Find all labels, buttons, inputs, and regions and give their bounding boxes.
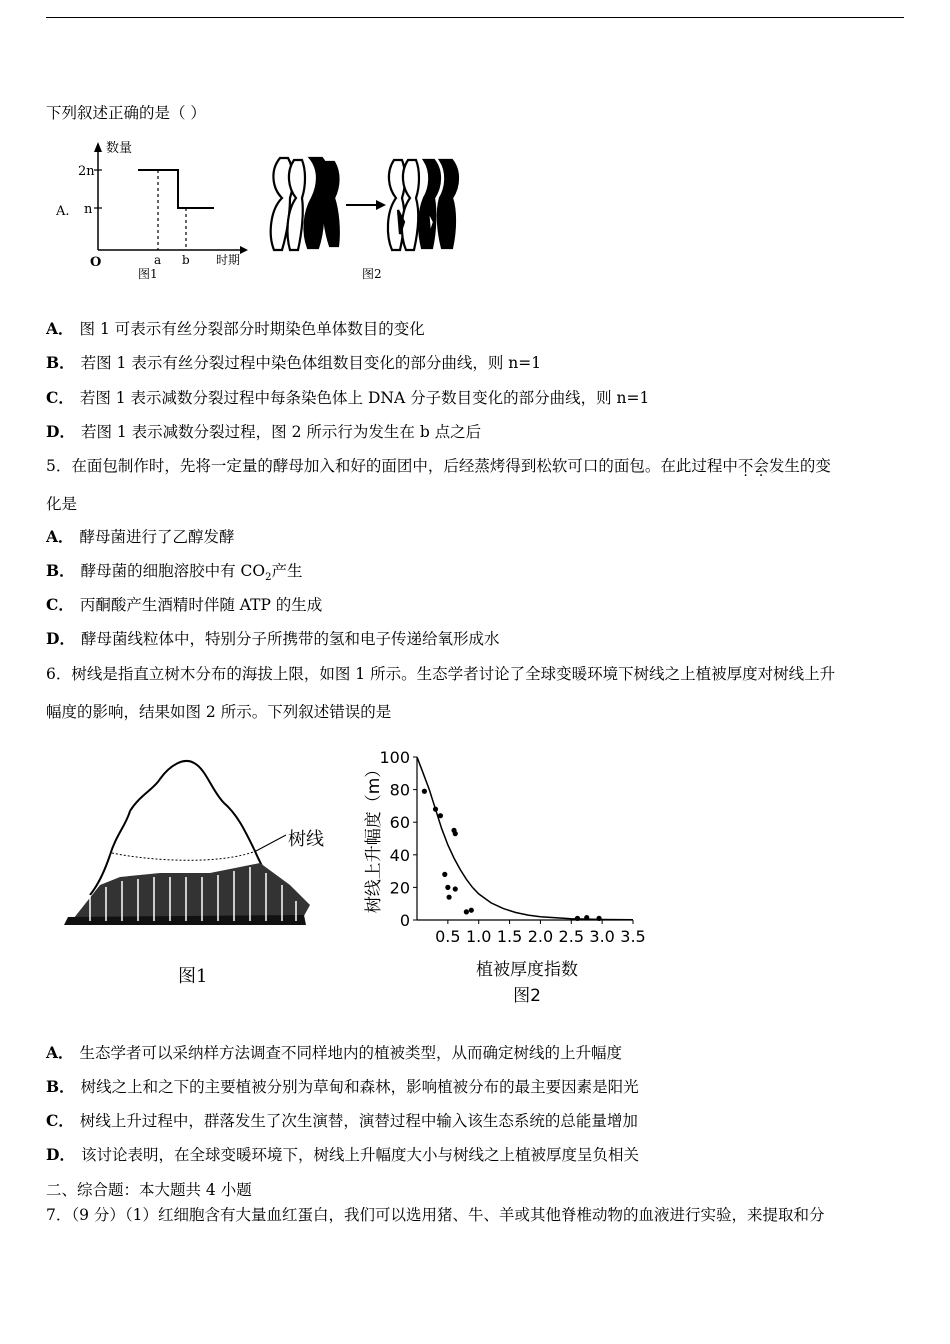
option-text: 丙酮酸产生酒精时伴随 ATP 的生成	[79, 596, 323, 614]
data-point	[453, 831, 458, 836]
q4-option-b	[46, 353, 541, 373]
data-point	[464, 909, 469, 914]
option-text: 若图 1 表示减数分裂过程，图 2 所示行为发生在 b 点之后	[80, 423, 482, 441]
q6-option-c	[46, 1111, 638, 1131]
option-key: C．	[46, 388, 74, 407]
q4-option-c	[46, 388, 649, 408]
q5-emphasis-1: 不	[737, 457, 754, 475]
fig2-caption: 图2	[362, 267, 382, 281]
q6-fig1-caption: 图1	[178, 966, 208, 987]
data-point	[596, 916, 601, 921]
q5-option-a	[46, 527, 235, 547]
y-tick-label: 80	[389, 780, 410, 800]
option-key: D．	[46, 422, 75, 441]
option-key: A．	[46, 527, 74, 546]
fig1-caption: 图1	[138, 267, 158, 281]
q5-emphasis-2: 会	[753, 457, 769, 475]
y-tick-label: 60	[389, 813, 410, 833]
fig1-origin: O	[90, 255, 102, 270]
data-point	[422, 789, 427, 794]
q7-stem: 7．（9 分）（1）红细胞含有大量血红蛋白，我们可以选用猪、牛、羊或其他脊椎动物的血液进行实验，来提取和分	[46, 1206, 825, 1224]
q4-stem: 下列叙述正确的是（ ）	[46, 104, 206, 122]
option-text: 树线之上和之下的主要植被分别为草甸和森林，影响植被分布的最主要因素是阳光	[80, 1078, 639, 1096]
q4-figure-1	[50, 138, 260, 288]
x-tick-label: 0.5	[435, 927, 461, 946]
data-point	[445, 885, 450, 890]
data-point	[446, 895, 451, 900]
y-tick-label: 40	[389, 845, 410, 865]
fig1-tick-a: a	[154, 253, 162, 267]
option-key: B．	[46, 1077, 75, 1096]
q4-figure-2	[260, 150, 470, 285]
y-tick-label: 0	[399, 911, 410, 930]
data-point	[584, 915, 589, 920]
treeline-dotted	[112, 851, 256, 860]
option-key: D．	[46, 1145, 75, 1164]
q5-stem-part2: 发生的变	[768, 457, 831, 475]
q6-option-a	[46, 1043, 622, 1063]
option-text: 酵母菌线粒体中，特别分子所携带的氢和电子传递给氧形成水	[80, 630, 500, 648]
fig1-prefix: A.	[56, 204, 70, 219]
option-key: B．	[46, 353, 75, 372]
mountain-outline	[110, 761, 254, 855]
option-text: 酵母菌的细胞溶胶中有 CO	[80, 562, 266, 580]
q4-option-a	[46, 319, 425, 339]
q6-stem-line1: 6．树线是指直立树木分布的海拔上限，如图 1 所示。生态学者讨论了全球变暖环境下树线之上植被厚度对树线上升	[46, 665, 836, 683]
fig1-tick-b: b	[182, 253, 190, 267]
option-text: 若图 1 表示有丝分裂过程中染色体组数目变化的部分曲线，则 n=1	[80, 354, 542, 372]
forest	[64, 863, 310, 925]
header-rule	[46, 17, 904, 18]
option-text: 图 1 可表示有丝分裂部分时期染色单体数目的变化	[79, 320, 425, 338]
q6-stem-line2: 幅度的影响，结果如图 2 所示。下列叙述错误的是	[46, 703, 392, 721]
q6-figure-1	[60, 755, 340, 990]
data-point	[438, 813, 443, 818]
option-key: A．	[46, 319, 74, 338]
chart-ylabel: 树线上升幅度（m）	[364, 760, 384, 914]
option-text: 树线上升过程中，群落发生了次生演替，演替过程中输入该生态系统的总能量增加	[79, 1112, 638, 1130]
q4-option-d	[46, 422, 481, 442]
option-key: B．	[46, 561, 75, 580]
chromosome-pair-right	[388, 160, 458, 250]
subscript: 2	[265, 572, 272, 584]
option-text: 产生	[271, 562, 303, 580]
y-tick-label: 100	[379, 748, 410, 767]
x-tick-label: 3.0	[589, 927, 615, 946]
q5-option-d	[46, 629, 499, 649]
option-text: 该讨论表明，在全球变暖环境下，树线上升幅度大小与树线之上植被厚度呈负相关	[80, 1146, 639, 1164]
q6-fig2-caption: 图2	[513, 986, 541, 1006]
chromosome-pair-left	[271, 158, 339, 250]
q5-option-c	[46, 595, 322, 615]
x-tick-label: 2.0	[527, 927, 554, 946]
data-point	[453, 886, 458, 891]
data-point	[433, 807, 438, 812]
x-tick-label: 1.0	[465, 927, 492, 946]
q5-option-b	[46, 561, 303, 588]
y-tick-label: 20	[389, 878, 410, 898]
q6-figure-2-chart	[355, 745, 655, 1010]
x-tick-label: 3.5	[620, 927, 646, 946]
data-point	[442, 872, 447, 877]
section-2-heading: 二、综合题：本大题共 4 小题	[46, 1181, 252, 1199]
option-key: C．	[46, 1111, 74, 1130]
option-key: D．	[46, 629, 75, 648]
x-tick-label: 2.5	[558, 927, 585, 946]
q5-stem-part1: 5．在面包制作时，先将一定量的酵母加入和好的面团中，后经蒸烤得到松软可口的面包。在此过程中	[46, 457, 738, 475]
fig1-y-arrow	[94, 142, 102, 152]
option-text: 若图 1 表示减数分裂过程中每条染色体上 DNA 分子数目变化的部分曲线，则 n=1	[79, 389, 650, 407]
fig1-step-line	[138, 170, 214, 208]
option-key: C．	[46, 595, 74, 614]
fig1-x-arrow	[240, 246, 248, 254]
option-text: 生态学者可以采纳样方法调查不同样地内的植被类型，从而确定树线的上升幅度	[79, 1044, 623, 1062]
data-point	[575, 916, 580, 921]
fig1-tick-2n: 2n	[78, 164, 95, 179]
chart-ticks	[379, 748, 645, 946]
option-text: 酵母菌进行了乙醇发酵	[79, 528, 235, 546]
fig1-tick-n: n	[84, 202, 93, 217]
q6-option-d	[46, 1145, 639, 1165]
fig1-xlabel: 时期	[216, 253, 241, 267]
x-tick-label: 1.5	[496, 927, 523, 946]
treeline-label: 树线	[288, 829, 324, 850]
q5-stem-line1	[46, 456, 831, 476]
option-key: A．	[46, 1043, 74, 1062]
chart-xlabel: 植被厚度指数	[476, 960, 578, 980]
fig1-ylabel: 数量	[106, 141, 133, 156]
chart-points	[422, 789, 602, 921]
q6-option-b	[46, 1077, 639, 1097]
chromosome-arrow-head	[376, 200, 386, 210]
data-point	[469, 908, 474, 913]
q5-stem-line2: 化是	[46, 495, 78, 513]
